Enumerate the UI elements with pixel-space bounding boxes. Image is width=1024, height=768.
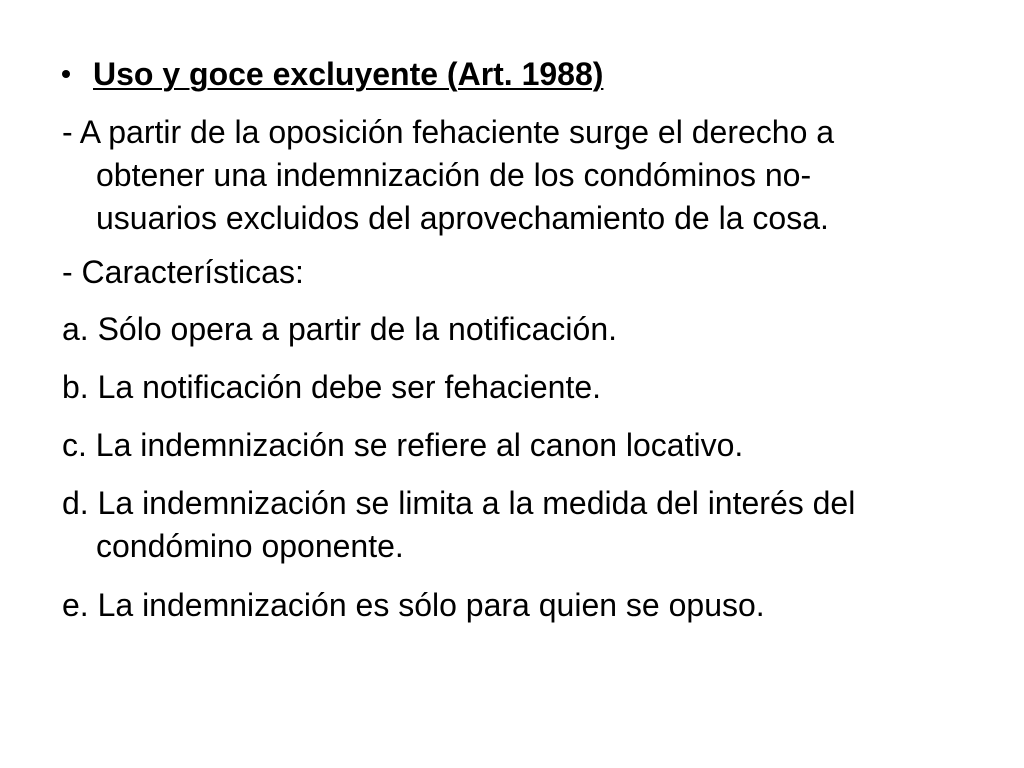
list-item-b bbox=[62, 366, 1024, 409]
list-item-a bbox=[62, 308, 1024, 351]
list-item-text: c. La indemnización se refiere al canon locativo. bbox=[62, 427, 744, 463]
list-item-d bbox=[62, 482, 1024, 568]
intro-line: usuarios excluidos del aprovechamiento de la cosa. bbox=[96, 200, 829, 236]
characteristics-label bbox=[62, 251, 1024, 294]
intro-line: - A partir de la oposición fehaciente surge el derecho a bbox=[62, 114, 835, 150]
list-item-e bbox=[62, 584, 1024, 627]
list-item-text: condómino oponente. bbox=[96, 528, 404, 564]
slide-heading bbox=[62, 52, 603, 96]
characteristics-label-text: - Características: bbox=[62, 254, 304, 290]
list-item-c bbox=[62, 424, 1024, 467]
intro-line: obtener una indemnización de los condóminos no- bbox=[96, 157, 812, 193]
list-item-text: b. La notificación debe ser fehaciente. bbox=[62, 369, 602, 405]
list-item-text: a. Sólo opera a partir de la notificación. bbox=[62, 311, 617, 347]
intro-paragraph bbox=[62, 111, 1024, 240]
list-item-text: e. La indemnización es sólo para quien se opuso. bbox=[62, 587, 765, 623]
list-item-text: d. La indemnización se limita a la medida del interés del bbox=[62, 485, 856, 521]
bullet-dot-icon bbox=[62, 70, 70, 78]
slide-title: Uso y goce excluyente (Art. 1988) bbox=[93, 56, 604, 92]
